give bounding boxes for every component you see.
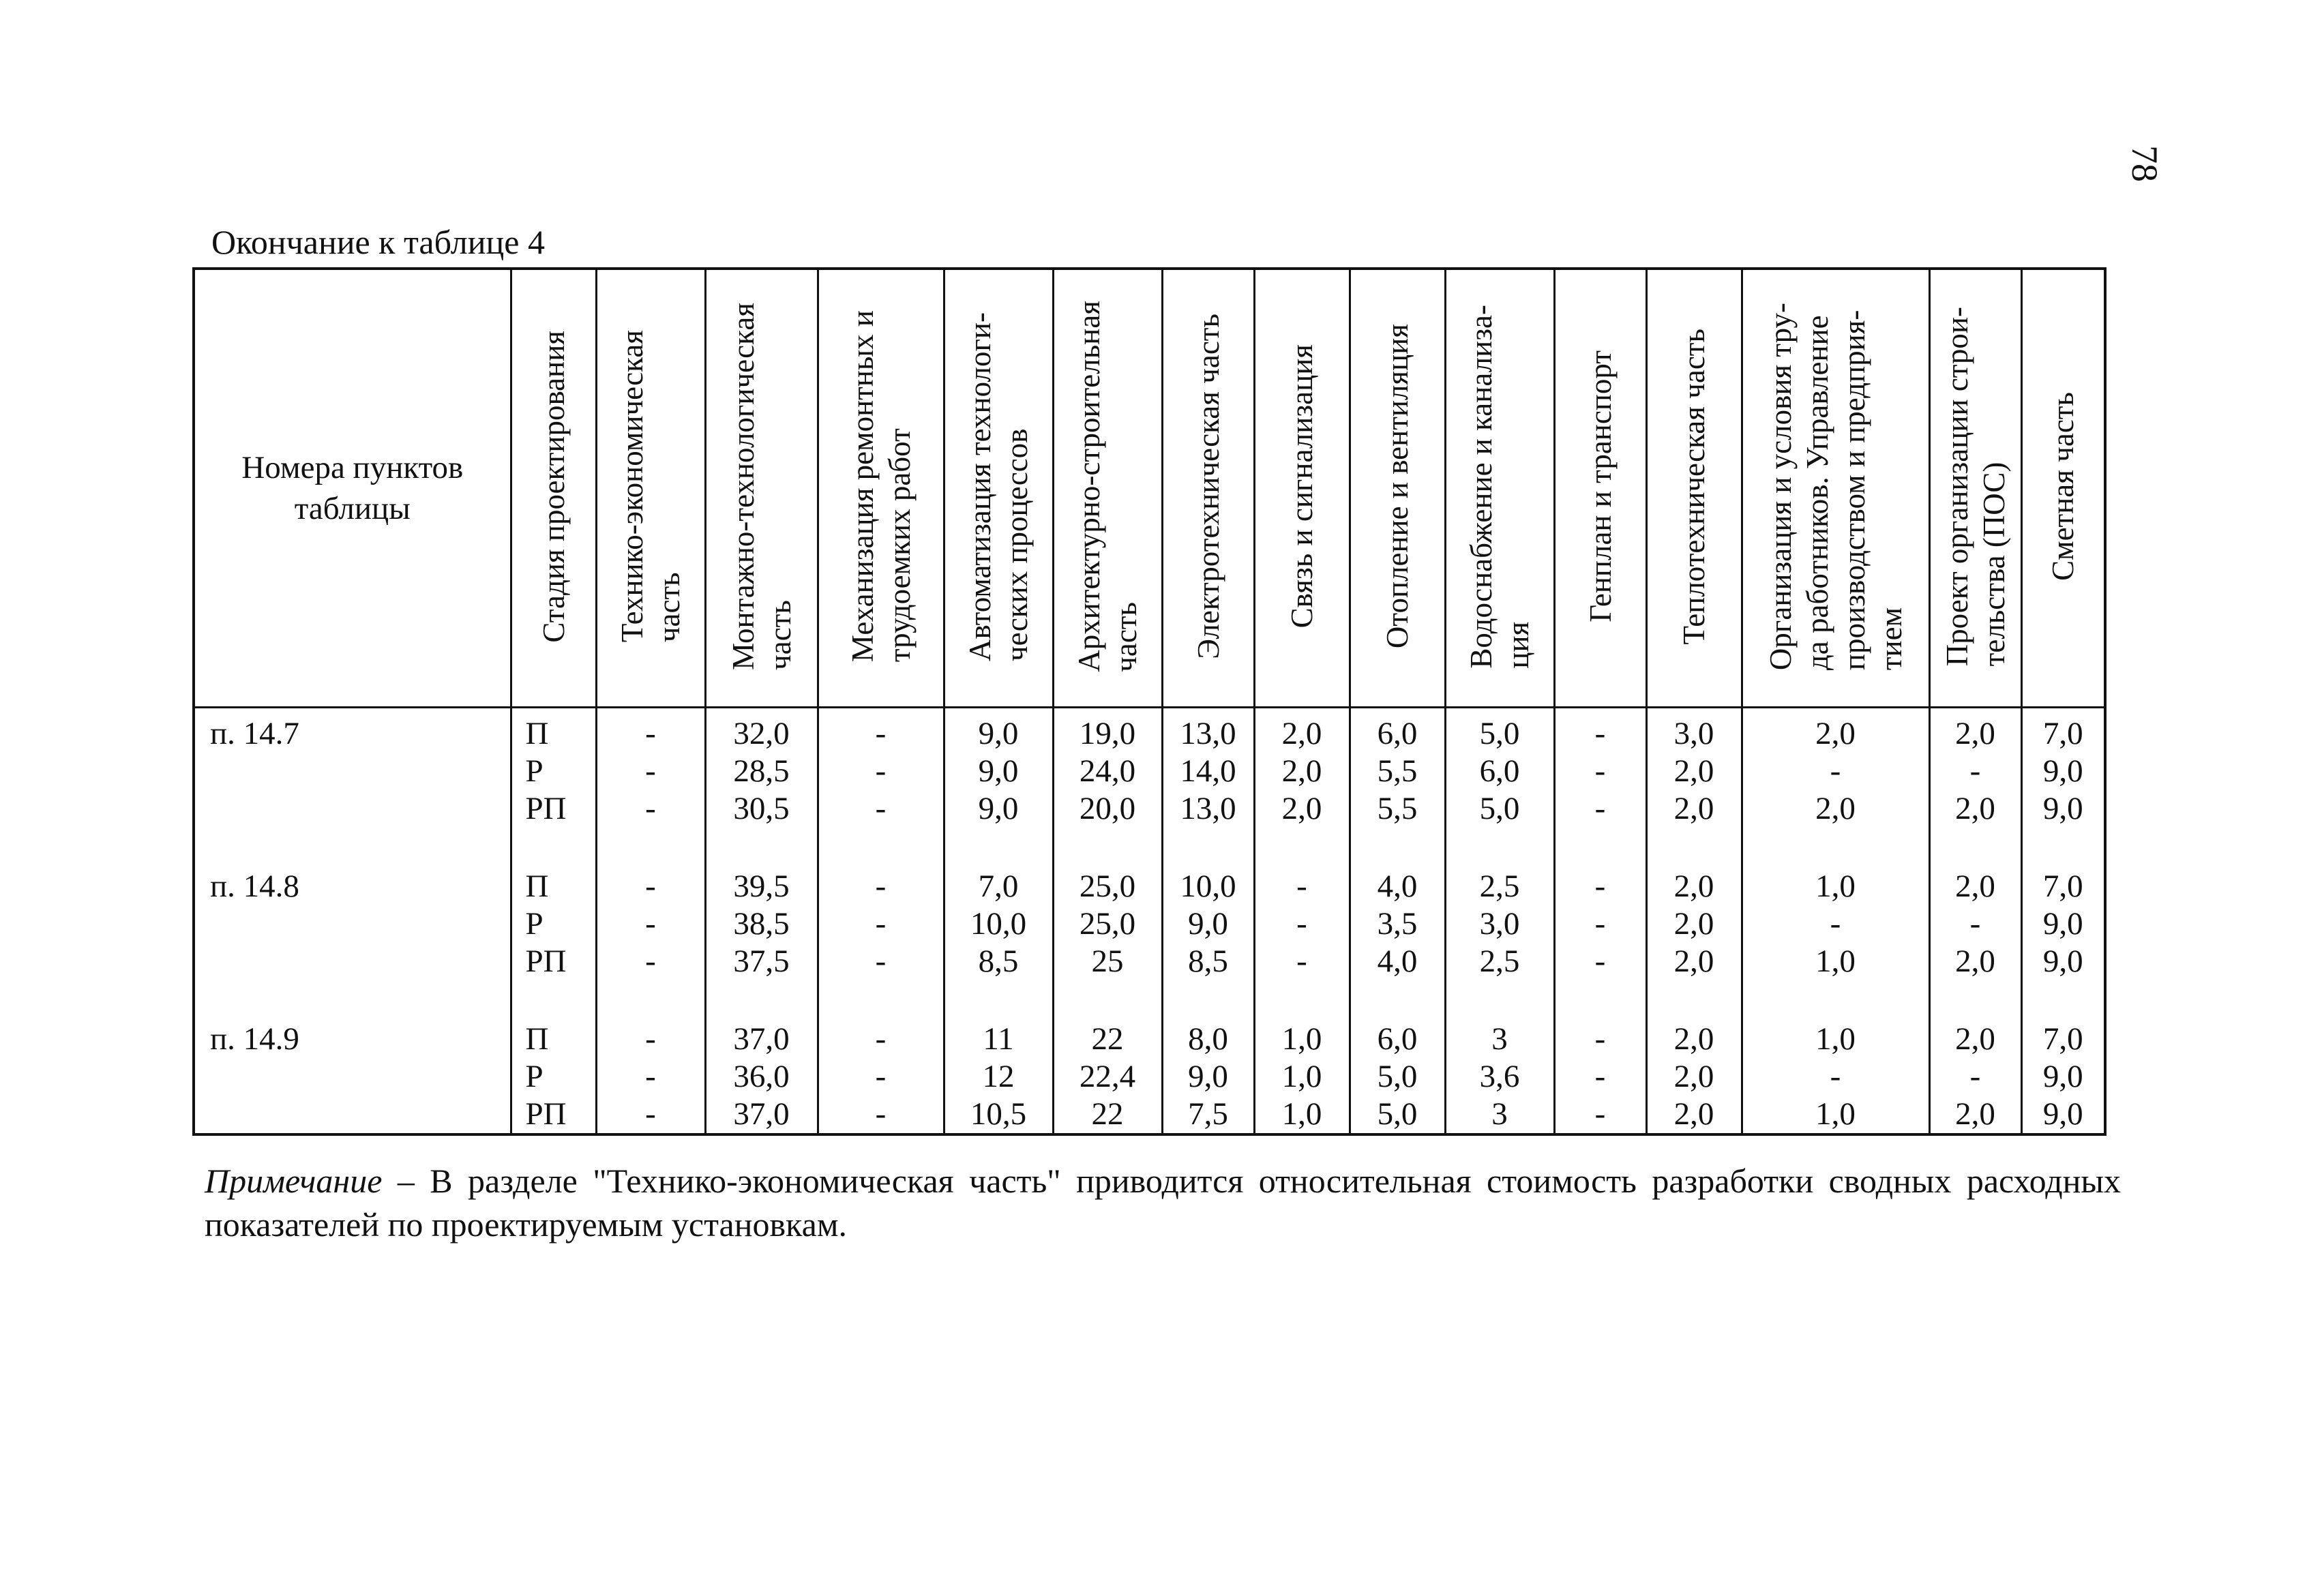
estimate-cell: 9,0 (2021, 790, 2105, 830)
spacer-cell (705, 830, 818, 861)
spacer-cell (1646, 983, 1742, 1014)
mech-cell: - (818, 943, 944, 983)
electro-cell: 8,5 (1162, 943, 1254, 983)
estimate-cell: 7,0 (2021, 861, 2105, 905)
montage-cell: 37,0 (705, 1014, 818, 1058)
header-montage: Монтажно-технологическая часть (705, 269, 818, 708)
tech-econ-cell: - (596, 753, 705, 790)
spacer-cell (944, 830, 1053, 861)
header-tech-econ: Технико-экономическая часть (596, 269, 705, 708)
table-row (194, 753, 2105, 790)
org-labor-cell: 2,0 (1742, 790, 1929, 830)
stage-cell: РП (511, 1096, 596, 1134)
table-row (194, 1096, 2105, 1134)
pos-cell: 2,0 (1929, 708, 2021, 753)
spacer-cell (1554, 983, 1646, 1014)
pos-cell: 2,0 (1929, 1096, 2021, 1134)
pos-cell: - (1929, 1058, 2021, 1096)
comm-cell: 2,0 (1254, 708, 1350, 753)
note-text: – В разделе "Технико-экономическая часть" приводится относительная стоимость разработки сводных расходных показателей по проектируемым установкам. (205, 1162, 2121, 1244)
heat-vent-cell: 5,0 (1350, 1058, 1445, 1096)
auto-cell: 9,0 (944, 790, 1053, 830)
header-item-numbers: Номера пунктов таблицы (194, 269, 511, 708)
spacer-cell (194, 830, 511, 861)
header-automation: Автоматизация технологи- ческих процессов (944, 269, 1053, 708)
heat-vent-cell: 6,0 (1350, 708, 1445, 753)
item-number-cell: п. 14.8 (194, 861, 511, 905)
spacer-cell (944, 983, 1053, 1014)
water-cell: 6,0 (1445, 753, 1554, 790)
spacer-cell (1053, 983, 1162, 1014)
item-number-cell (194, 1096, 511, 1134)
arch-cell: 22 (1053, 1096, 1162, 1134)
heat-tech-cell: 2,0 (1646, 1096, 1742, 1134)
arch-cell: 24,0 (1053, 753, 1162, 790)
genplan-cell: - (1554, 905, 1646, 943)
tech-econ-cell: - (596, 1096, 705, 1134)
stage-cell: РП (511, 943, 596, 983)
estimate-cell: 9,0 (2021, 1058, 2105, 1096)
pos-cell: 2,0 (1929, 1014, 2021, 1058)
auto-cell: 9,0 (944, 708, 1053, 753)
note (205, 1159, 2121, 1246)
auto-cell: 8,5 (944, 943, 1053, 983)
tech-econ-cell: - (596, 790, 705, 830)
group-spacer-row (194, 830, 2105, 861)
header-construction-org: Проект организации строи- тельства (ПОС) (1929, 269, 2021, 708)
heat-tech-cell: 3,0 (1646, 708, 1742, 753)
tech-econ-cell: - (596, 861, 705, 905)
item-number-cell (194, 753, 511, 790)
heat-vent-cell: 4,0 (1350, 943, 1445, 983)
pos-cell: 2,0 (1929, 790, 2021, 830)
mech-cell: - (818, 905, 944, 943)
page-number: 78 (2124, 145, 2165, 182)
spacer-cell (1053, 830, 1162, 861)
heat-vent-cell: 5,0 (1350, 1096, 1445, 1134)
table-row (194, 905, 2105, 943)
comm-cell: 1,0 (1254, 1096, 1350, 1134)
montage-cell: 28,5 (705, 753, 818, 790)
spacer-cell (1254, 983, 1350, 1014)
item-number-cell (194, 1058, 511, 1096)
auto-cell: 11 (944, 1014, 1053, 1058)
mech-cell: - (818, 1096, 944, 1134)
genplan-cell: - (1554, 1014, 1646, 1058)
tech-econ-cell: - (596, 708, 705, 753)
water-cell: 2,5 (1445, 943, 1554, 983)
water-cell: 5,0 (1445, 708, 1554, 753)
header-mechanization: Механизация ремонтных и трудоемких работ (818, 269, 944, 708)
stage-cell: П (511, 861, 596, 905)
water-cell: 5,0 (1445, 790, 1554, 830)
spacer-cell (2021, 983, 2105, 1014)
org-labor-cell: - (1742, 1058, 1929, 1096)
estimate-cell: 9,0 (2021, 943, 2105, 983)
header-genplan: Генплан и транспорт (1554, 269, 1646, 708)
item-number-cell: п. 14.7 (194, 708, 511, 753)
tech-econ-cell: - (596, 1014, 705, 1058)
heat-tech-cell: 2,0 (1646, 1014, 1742, 1058)
estimate-cell: 9,0 (2021, 753, 2105, 790)
header-heating-ventilation: Отопление и вентиляция (1350, 269, 1445, 708)
electro-cell: 9,0 (1162, 1058, 1254, 1096)
header-communications: Связь и сигнализация (1254, 269, 1350, 708)
header-labor-organization: Организация и условия тру- да работников. Управление производством и предприя- тием (1742, 269, 1929, 708)
table-row (194, 708, 2105, 753)
genplan-cell: - (1554, 1058, 1646, 1096)
table-row (194, 790, 2105, 830)
electro-cell: 10,0 (1162, 861, 1254, 905)
table-row (194, 1014, 2105, 1058)
item-number-cell (194, 943, 511, 983)
heat-tech-cell: 2,0 (1646, 861, 1742, 905)
note-label: Примечание (205, 1162, 383, 1200)
spacer-cell (1254, 830, 1350, 861)
water-cell: 2,5 (1445, 861, 1554, 905)
comm-cell: - (1254, 943, 1350, 983)
genplan-cell: - (1554, 708, 1646, 753)
genplan-cell: - (1554, 753, 1646, 790)
stage-cell: П (511, 1014, 596, 1058)
auto-cell: 10,0 (944, 905, 1053, 943)
montage-cell: 37,0 (705, 1096, 818, 1134)
genplan-cell: - (1554, 861, 1646, 905)
pos-cell: 2,0 (1929, 943, 2021, 983)
montage-cell: 38,5 (705, 905, 818, 943)
montage-cell: 36,0 (705, 1058, 818, 1096)
header-electrotech: Электротехническая часть (1162, 269, 1254, 708)
estimate-cell: 9,0 (2021, 1096, 2105, 1134)
pos-cell: - (1929, 753, 2021, 790)
electro-cell: 8,0 (1162, 1014, 1254, 1058)
electro-cell: 7,5 (1162, 1096, 1254, 1134)
item-number-cell: п. 14.9 (194, 1014, 511, 1058)
genplan-cell: - (1554, 1096, 1646, 1134)
spacer-cell (1445, 830, 1554, 861)
electro-cell: 13,0 (1162, 708, 1254, 753)
header-heat-tech: Теплотехническая часть (1646, 269, 1742, 708)
pos-cell: 2,0 (1929, 861, 2021, 905)
spacer-cell (1554, 830, 1646, 861)
water-cell: 3,0 (1445, 905, 1554, 943)
spacer-cell (1742, 983, 1929, 1014)
genplan-cell: - (1554, 943, 1646, 983)
item-number-cell (194, 790, 511, 830)
tech-econ-cell: - (596, 1058, 705, 1096)
header-row (194, 269, 2105, 708)
stage-cell: Р (511, 753, 596, 790)
org-labor-cell: 1,0 (1742, 861, 1929, 905)
heat-vent-cell: 3,5 (1350, 905, 1445, 943)
spacer-cell (1929, 830, 2021, 861)
mech-cell: - (818, 861, 944, 905)
genplan-cell: - (1554, 790, 1646, 830)
pos-cell: - (1929, 905, 2021, 943)
arch-cell: 25 (1053, 943, 1162, 983)
arch-cell: 22,4 (1053, 1058, 1162, 1096)
group-spacer-row (194, 983, 2105, 1014)
table-caption: Окончание к таблице 4 (211, 223, 545, 261)
table-row (194, 861, 2105, 905)
arch-cell: 22 (1053, 1014, 1162, 1058)
heat-vent-cell: 6,0 (1350, 1014, 1445, 1058)
heat-tech-cell: 2,0 (1646, 1058, 1742, 1096)
comm-cell: 1,0 (1254, 1058, 1350, 1096)
header-architecture: Архитектурно-строительная часть (1053, 269, 1162, 708)
heat-vent-cell: 4,0 (1350, 861, 1445, 905)
org-labor-cell: 2,0 (1742, 708, 1929, 753)
spacer-cell (511, 983, 596, 1014)
spacer-cell (1445, 983, 1554, 1014)
spacer-cell (596, 983, 705, 1014)
comm-cell: 2,0 (1254, 790, 1350, 830)
tech-econ-cell: - (596, 905, 705, 943)
arch-cell: 25,0 (1053, 861, 1162, 905)
heat-vent-cell: 5,5 (1350, 790, 1445, 830)
spacer-cell (1350, 830, 1445, 861)
header-estimate: Сметная часть (2021, 269, 2105, 708)
electro-cell: 13,0 (1162, 790, 1254, 830)
comm-cell: - (1254, 905, 1350, 943)
stage-cell: Р (511, 1058, 596, 1096)
header-water-sewerage: Водоснабжение и канализа- ция (1445, 269, 1554, 708)
stage-cell: П (511, 708, 596, 753)
spacer-cell (194, 983, 511, 1014)
electro-cell: 14,0 (1162, 753, 1254, 790)
org-labor-cell: 1,0 (1742, 1014, 1929, 1058)
stage-cell: Р (511, 905, 596, 943)
heat-tech-cell: 2,0 (1646, 790, 1742, 830)
auto-cell: 10,5 (944, 1096, 1053, 1134)
spacer-cell (818, 983, 944, 1014)
spacer-cell (1646, 830, 1742, 861)
spacer-cell (511, 830, 596, 861)
montage-cell: 37,5 (705, 943, 818, 983)
heat-vent-cell: 5,5 (1350, 753, 1445, 790)
cost-distribution-table (192, 267, 2107, 1136)
mech-cell: - (818, 753, 944, 790)
electro-cell: 9,0 (1162, 905, 1254, 943)
estimate-cell: 7,0 (2021, 708, 2105, 753)
montage-cell: 30,5 (705, 790, 818, 830)
auto-cell: 12 (944, 1058, 1053, 1096)
heat-tech-cell: 2,0 (1646, 943, 1742, 983)
mech-cell: - (818, 708, 944, 753)
org-labor-cell: 1,0 (1742, 1096, 1929, 1134)
montage-cell: 32,0 (705, 708, 818, 753)
comm-cell: 2,0 (1254, 753, 1350, 790)
table-row (194, 1058, 2105, 1096)
arch-cell: 20,0 (1053, 790, 1162, 830)
spacer-cell (1162, 983, 1254, 1014)
water-cell: 3 (1445, 1014, 1554, 1058)
mech-cell: - (818, 1058, 944, 1096)
montage-cell: 39,5 (705, 861, 818, 905)
stage-cell: РП (511, 790, 596, 830)
table-row (194, 943, 2105, 983)
spacer-cell (705, 983, 818, 1014)
mech-cell: - (818, 790, 944, 830)
spacer-cell (1929, 983, 2021, 1014)
estimate-cell: 7,0 (2021, 1014, 2105, 1058)
comm-cell: 1,0 (1254, 1014, 1350, 1058)
mech-cell: - (818, 1014, 944, 1058)
item-number-cell (194, 905, 511, 943)
heat-tech-cell: 2,0 (1646, 753, 1742, 790)
spacer-cell (1350, 983, 1445, 1014)
spacer-cell (818, 830, 944, 861)
arch-cell: 25,0 (1053, 905, 1162, 943)
tech-econ-cell: - (596, 943, 705, 983)
comm-cell: - (1254, 861, 1350, 905)
spacer-cell (1162, 830, 1254, 861)
org-labor-cell: - (1742, 753, 1929, 790)
spacer-cell (2021, 830, 2105, 861)
water-cell: 3,6 (1445, 1058, 1554, 1096)
estimate-cell: 9,0 (2021, 905, 2105, 943)
arch-cell: 19,0 (1053, 708, 1162, 753)
water-cell: 3 (1445, 1096, 1554, 1134)
auto-cell: 7,0 (944, 861, 1053, 905)
auto-cell: 9,0 (944, 753, 1053, 790)
spacer-cell (596, 830, 705, 861)
org-labor-cell: - (1742, 905, 1929, 943)
spacer-cell (1742, 830, 1929, 861)
heat-tech-cell: 2,0 (1646, 905, 1742, 943)
org-labor-cell: 1,0 (1742, 943, 1929, 983)
header-stage: Стадия проектирования (511, 269, 596, 708)
